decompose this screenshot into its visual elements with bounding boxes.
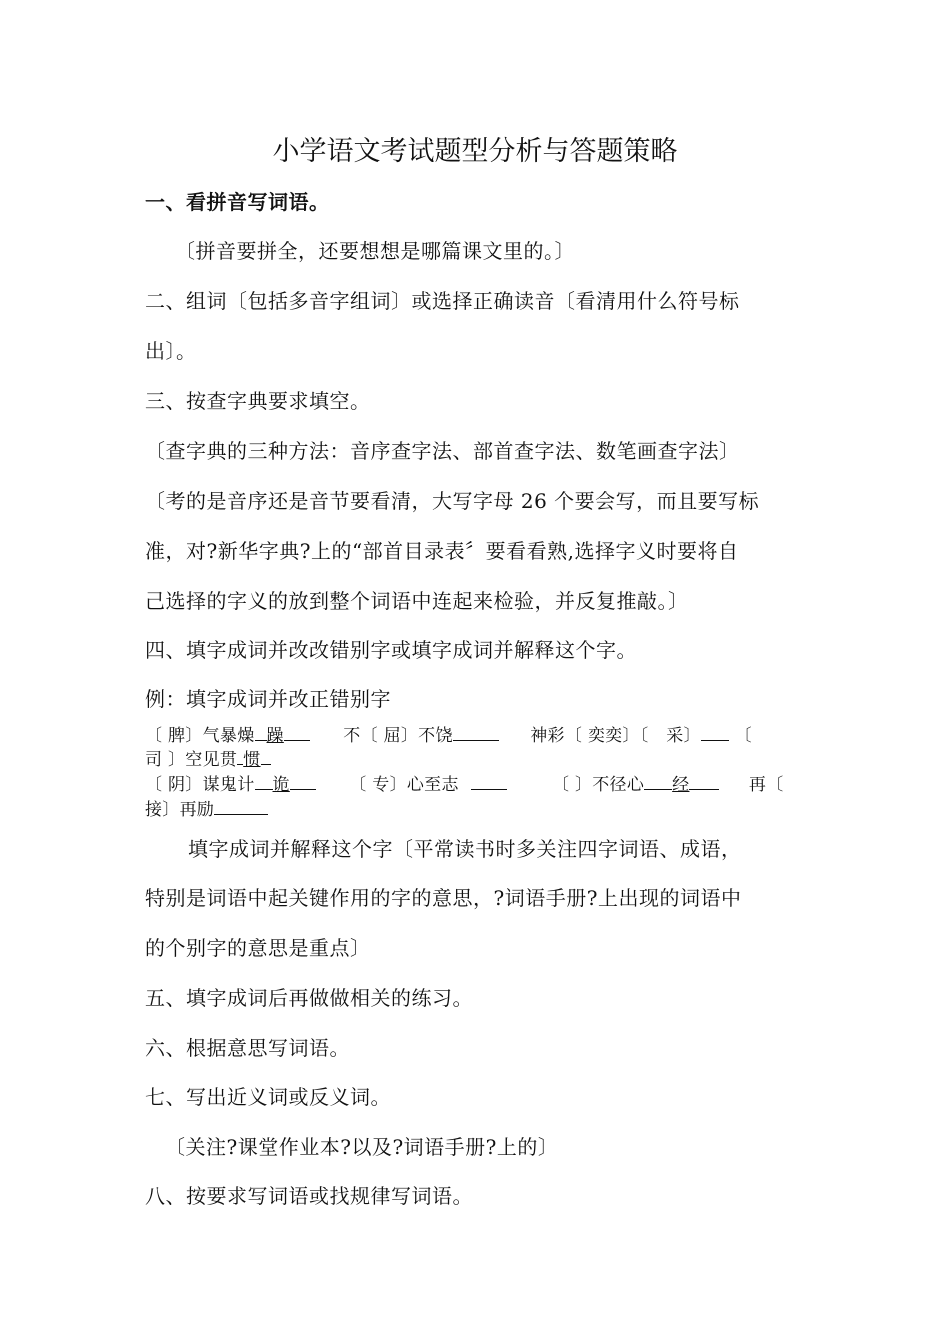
section-3-heading: 三、按查字典要求填空。 bbox=[145, 389, 371, 413]
section-1-note: 〔拼音要拼全，还要想想是哪篇课文里的。〕 bbox=[175, 239, 575, 263]
section-7-note: 〔关注?课堂作业本?以及?词语手册?上的〕 bbox=[165, 1135, 559, 1159]
example-item-text: 〔 〕不径心 bbox=[551, 775, 645, 795]
example-answer: 躁 bbox=[266, 726, 284, 746]
section-3-note-2-line-3: 己选择的字义的放到整个词语中连起来检验，并反复推敲。〕 bbox=[145, 589, 689, 613]
section-3-note-2-line-2: 准，对?新华字典?上的“部首目录表〞要看看熟,选择字义时要将自 bbox=[145, 539, 739, 563]
example-item-text: 司 〕空见贯 bbox=[145, 750, 238, 770]
example-item-text: 〔 专〕心至志 bbox=[349, 775, 459, 795]
section-6-heading: 六、根据意思写词语。 bbox=[145, 1036, 350, 1060]
section-3-note-1: 〔查字典的三种方法：音序查字法、部首查字法、数笔画查字法〕 bbox=[145, 439, 740, 463]
section-4-heading: 四、填字成词并改改错别字或填字成词并解释这个字。 bbox=[145, 638, 637, 662]
section-1-heading: 一、看拼音写词语。 bbox=[145, 190, 330, 214]
example-item-text: 〔 bbox=[734, 726, 752, 746]
section-4-note-line-3: 的个别字的意思是重点〕 bbox=[145, 936, 371, 960]
section-4-example-label: 例：填字成词并改正错别字 bbox=[145, 687, 391, 711]
example-row-2 bbox=[145, 748, 810, 772]
example-item-text: 不〔 屈〕不饶 bbox=[343, 726, 453, 746]
section-7-heading: 七、写出近义词或反义词。 bbox=[145, 1085, 391, 1109]
example-row-4 bbox=[145, 798, 810, 822]
example-item-text: 接〕再励 bbox=[145, 800, 215, 820]
example-item-text: 采〕 bbox=[666, 726, 701, 746]
page-title: 小学语文考试题型分析与答题策略 bbox=[272, 136, 678, 167]
example-item-text: 神彩〔 奕奕〕〔 bbox=[530, 726, 655, 746]
example-row-3 bbox=[145, 773, 810, 797]
example-answer: 经 bbox=[672, 775, 690, 795]
section-5-heading: 五、填字成词后再做做相关的练习。 bbox=[145, 986, 473, 1010]
section-3-note-2-line-1: 〔考的是音序还是音节要看清，大写字母 26 个要会写，而且要写标 bbox=[145, 489, 760, 513]
example-item-text: 〔 脾〕气暴燥 bbox=[145, 726, 255, 746]
example-item-text: 再〔 bbox=[748, 775, 784, 795]
example-row-1 bbox=[145, 724, 810, 748]
section-2-line-1: 二、组词〔包括多音字组词〕或选择正确读音〔看清用什么符号标 bbox=[145, 289, 740, 313]
section-8-heading: 八、按要求写词语或找规律写词语。 bbox=[145, 1184, 473, 1208]
example-answer: 惯 bbox=[243, 750, 261, 770]
section-4-note-line-2: 特别是词语中起关键作用的字的意思，?词语手册?上出现的词语中 bbox=[145, 886, 742, 910]
section-4-note-line-1: 填字成词并解释这个字〔平常读书时多关注四字词语、成语， bbox=[188, 837, 742, 861]
example-answer: 诡 bbox=[272, 775, 290, 795]
example-item-text: 〔 阴〕谋鬼计 bbox=[145, 775, 255, 795]
section-2-line-2: 出〕。 bbox=[145, 339, 197, 363]
